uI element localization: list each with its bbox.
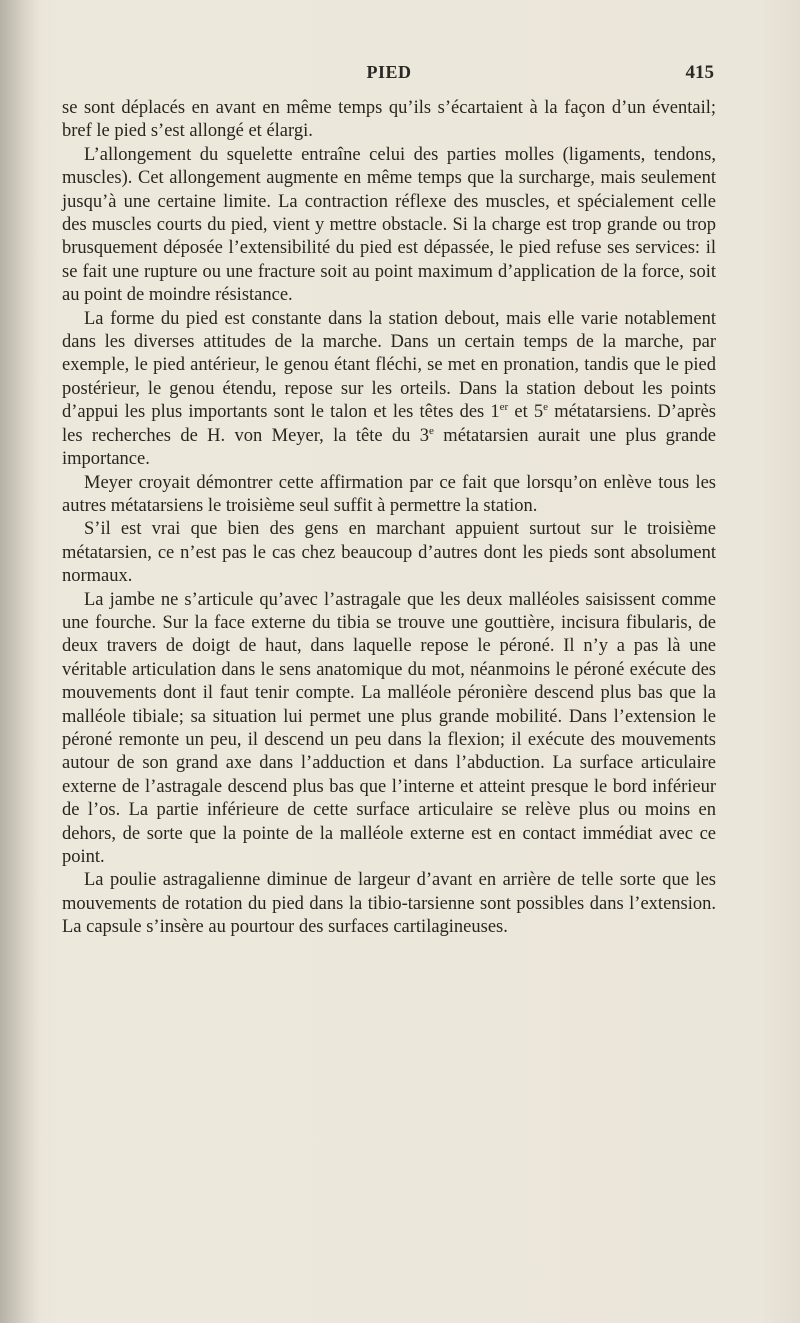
running-title: PIED <box>366 62 412 82</box>
paragraph-1: se sont déplacés en avant en même temps qu’ils s’écartaient à la façon d’un éventail; bref le pied s’est allongé et élargi. <box>62 98 716 142</box>
paragraph-3-part-a: La forme du pied est constante dans la station debout, mais elle varie notablement dans les diverses attitudes de la marche. Dans un certain temps de la marche, par exemple, le pied antérieur, le genou étant fléchi, se met en pronation, tandis que le pied postérieur, le genou étendu, repose sur les orteils. Dans la station debout les points d’appui les plus importants sont le talon et les têtes des 1 <box>62 308 716 423</box>
superscript-e-1: e <box>543 401 549 414</box>
paragraph-3 <box>62 308 716 472</box>
page-number: 415 <box>685 62 714 83</box>
superscript-e-2: e <box>429 424 434 437</box>
paragraph-3-part-d: métatarsien aurait une plus grande importance. <box>62 425 717 470</box>
superscript-er: er <box>499 401 509 414</box>
paragraph-2: L’allongement du squelette entraîne celui des parties molles (ligaments, tendons, muscles). Cet allongement augmente en même temps que la surcharge, mais seulement jusqu’à une certaine limite. La contraction réflexe des muscles, et spécialement celle des muscles courts du pied, vient y mettre obstacle. Si la charge est trop grande ou trop brusquement déposée l’extensibilité du pied est dépassée, le pied refuse ses services: il se fait une rupture ou une fracture soit au point maximum d’application de la force, soit au point de moindre résistance. <box>62 144 716 306</box>
page-header <box>64 62 714 86</box>
paragraph-5: S’il est vrai que bien des gens en marchant appuient surtout sur le troisième métatarsien, ce n’est pas le cas chez beaucoup d’autres dont les pieds sont absolument normaux. <box>62 519 716 587</box>
body-text <box>62 97 716 940</box>
paragraph-4: Meyer croyait démontrer cette affirmation par ce fait que lorsqu’on enlève tous les autres métatarsiens le troisième seul suffit à permettre la station. <box>62 472 716 516</box>
paragraph-3-part-c: métatarsiens. D’après les recherches de H. von Meyer, la tête du 3 <box>62 402 716 446</box>
paragraph-3-part-b: et 5 <box>508 402 544 423</box>
paragraph-7: La poulie astragalienne diminue de largeur d’avant en arrière de telle sorte que les mouvements de rotation du pied dans la tibio-tarsienne sont possibles dans l’extension. La capsule s’insère au pourtour des surfaces cartilagineuses. <box>62 870 716 938</box>
paragraph-6: La jambe ne s’articule qu’avec l’astragale que les deux malléoles saisissent comme une fourche. Sur la face externe du tibia se trouve une gouttière, incisura fibularis, de deux travers de doigt de haut, dans laquelle repose le péroné. Il n’y a pas là une véritable articulation dans le sens anatomique du mot, néanmoins le péroné exécute des mouvements dont il faut tenir compte. La malléole péronière descend plus bas que la malléole tibiale; sa situation lui permet une plus grande mobilité. Dans l’extension le péroné remonte un peu, il descend un peu dans la flexion; il exécute des mouvements autour de son grand axe dans l’adduction et dans l’abduction. La surface articulaire externe de l’astragale descend plus bas que l’interne et atteint presque le bord inférieur de l’os. La partie inférieure de cette surface articulaire se relève plus ou moins en dehors, de sorte que la pointe de la malléole externe est en contact immédiat avec ce point. <box>62 589 716 867</box>
binding-shadow <box>0 0 40 1323</box>
